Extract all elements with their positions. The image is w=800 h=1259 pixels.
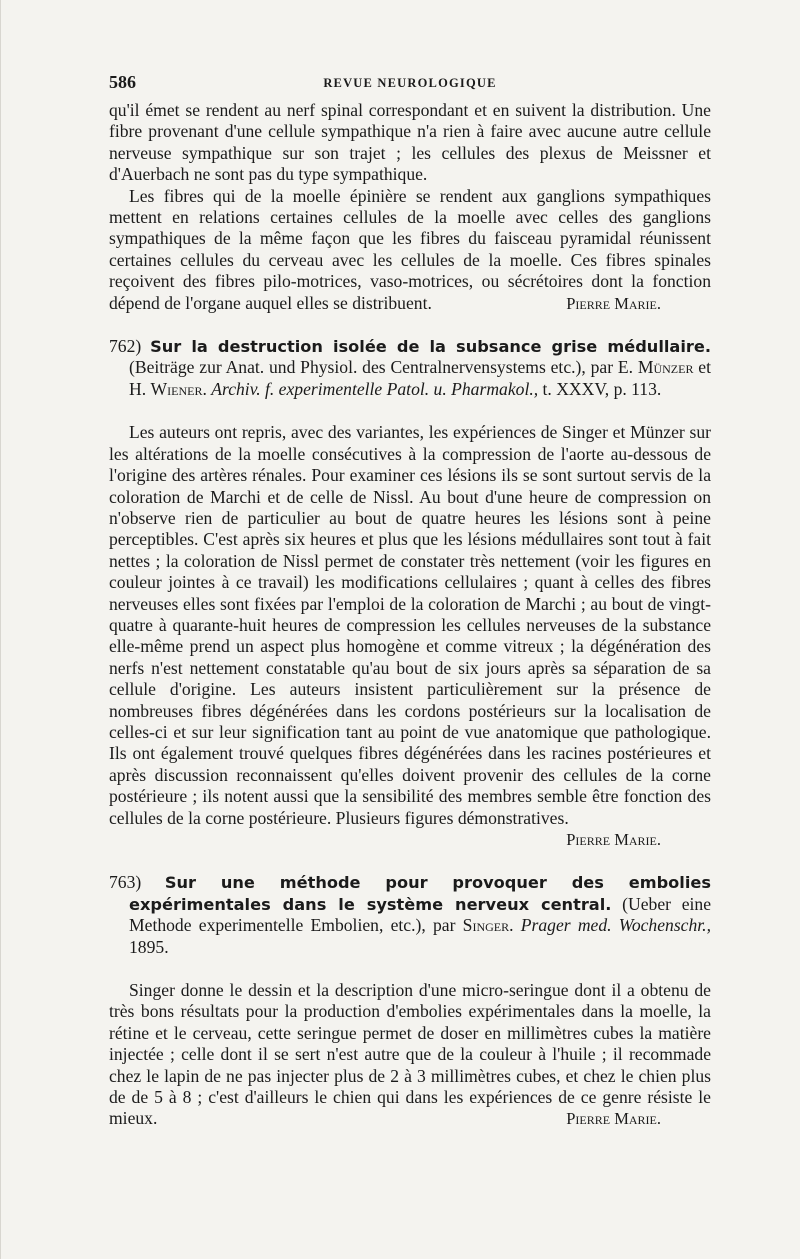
journal-title: REVUE NEUROLOGIQUE [323,76,497,90]
continued-paragraph-2 [109,186,711,314]
article-762-body [109,422,711,849]
article-762-citation-2: et H. [129,357,711,399]
article-763-author: Singer. [462,915,514,936]
signature-2: Pierre Marie. [566,830,661,849]
article-762-author-2: Wiener. [150,378,207,399]
page-number: 586 [109,72,136,92]
article-762-journal: Archiv. f. experimentelle Patol. u. Pharmakol., [211,378,539,399]
article-762-author-1: Münzer [637,357,694,378]
continued-paragraph-1: qu'il émet se rendent au nerf spinal correspondant et en suivent la distribution. Une fibre provenant d'une cellule sympathique n'a rien à faire avec aucune autre cellule nerveuse sympathique sur son trajet ; les cellules des plexus de Meissner et d'Auerbach ne sont pas du type sympathique. [109,100,711,185]
article-763-journal: Prager med. Wochenschr., [520,915,711,936]
text-column [109,64,711,1130]
article-762-heading [109,336,711,400]
article-762-volume: t. XXXV, p. 113. [542,378,662,399]
article-763-title: Sur une méthode pour provoquer des embolies expérimentales dans le système nerveux central. [129,873,711,914]
running-header [109,64,711,94]
article-763-number: 763) [109,872,142,893]
article-763-body-text: Singer donne le dessin et la description d'une micro-seringue dont il a obtenu de très bons résultats pour la production d'embolies expérimentales dans la moelle, la rétine et le cerveau, cette seringue permet de doser en millimètres cubes la matière injectée ; celle dont il se sert n'est autre que de la couleur à l'huile ; il recommade chez le lapin de ne pas injecter plus de 2 à 3 millimètres cubes, et chez le chien plus de de 5 à 8 ; c'est d'ailleurs le chien qui dans les expériences de ce genre résiste le mieux. [109,980,711,1129]
signature-1: Pierre Marie. [566,293,661,313]
article-763-body [109,980,711,1130]
article-762-title: Sur la destruction isolée de la subsance grise médullaire. [150,337,711,357]
article-762-citation-1: (Beiträge zur Anat. und Physiol. des Centralnervensystems etc.), par E. [129,357,634,378]
signature-3: Pierre Marie. [566,1109,661,1129]
article-763-citation: (Ueber eine Methode experimentelle Embolien, etc.), par [129,893,712,936]
continued-paragraph-2-text: Les fibres qui de la moelle épinière se rendent aux ganglions sympathiques mettent en relations certaines cellules de la moelle avec celles des ganglions sympathiques de la même façon que les fibres du faisceau pyramidal réunissent certaines cellules du cerveau avec les cellules de la moelle. Ces fibres spinales reçoivent des fibres pilo-motrices, vaso-motrices, ou sécrétoires dont la fonction dépend de l'organe auquel elles se distribuent. [109,185,711,313]
article-763-year: 1895. [129,936,169,957]
article-763-heading [109,872,711,958]
article-762-body-text: Les auteurs ont repris, avec des variantes, les expériences de Singer et Münzer sur les altérations de la moelle consécutives à la compression de l'aorte au-dessous de l'origine des artères rénales. Pour examiner ces lésions ils se sont surtout servis de la coloration de Marchi et de celle de Nissl. Au bout d'une heure de compression on n'observe rien de particulier au bout de quatre heures les lésions sont à peine perceptibles. C'est après six heures et plus que les lésions médullaires sont tout à fait nettes ; la coloration de Nissl permet de constater très nettement (voir les figures en couleur jointes à ce travail) les modifications cellulaires ; quant à celles des fibres nerveuses elles sont fixées par l'emploi de la coloration de Marchi ; au bout de vingt-quatre à quarante-huit heures de compression les cellules nerveuses de la substance elle-même prend un aspect plus homogène et comme vitreux ; la dégénération des nerfs n'est nettement constatable qu'au bout de six jours après sa séparation de sa cellule d'origine. Les auteurs insistent particulièrement sur la présence de nombreuses fibres dégénérées dans les cordons postérieurs sur la localisation de celles-ci et sur leur signification tant au point de vue anatomique que pathologique. Ils ont également trouvé quelques fibres dégénérées dans les racines postérieures et après discussion reconnaissent qu'elles doivent provenir des cellules de la corne postérieure ; ils notent aussi que la sensibilité des membres semble être fonction des cellules de la corne postérieure. Plusieurs figures démonstratives. [109,422,711,828]
article-762-number: 762) [109,336,142,357]
